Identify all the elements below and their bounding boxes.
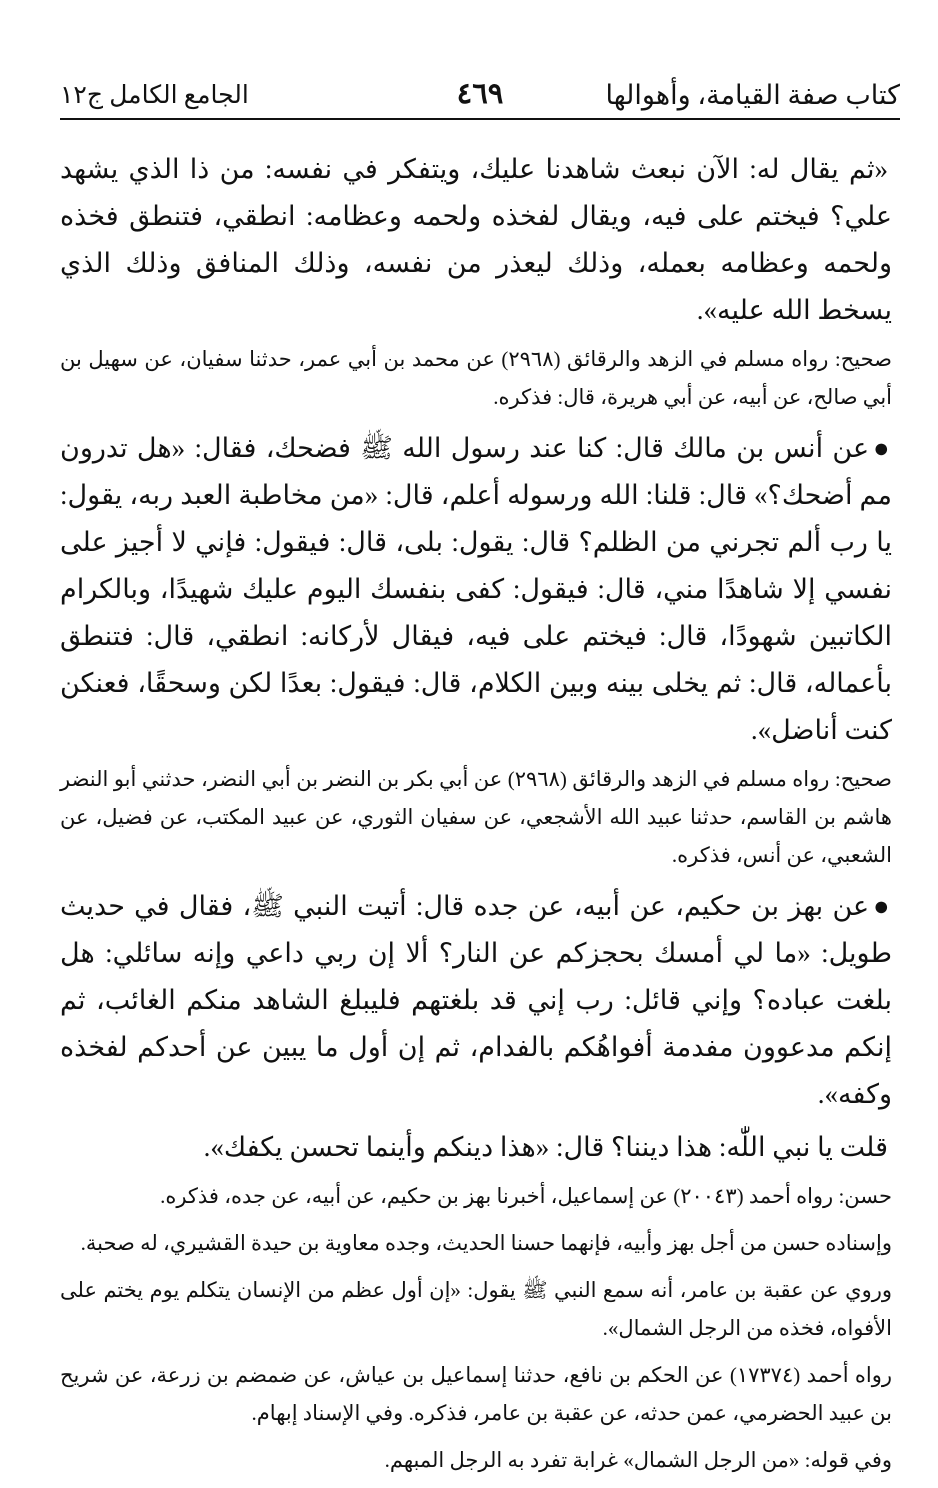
hadith-reference: رواه أحمد (١٧٣٧٤) عن الحكم بن نافع، حدثنا إسماعيل بن عياش، عن ضمضم بن زرعة، عن شريح بن عبيد الحضرمي، عمن حدثه، عن عقبة بن عامر، فذكره. وفي الإسناد إبهام. bbox=[60, 1363, 892, 1425]
page-number: ٤٦٩ bbox=[456, 78, 504, 110]
chapter-title: كتاب صفة القيامة، وأهوالها bbox=[605, 80, 900, 110]
page-body bbox=[60, 146, 892, 1488]
hadith-text: ●عن بهز بن حكيم، عن أبيه، عن جده قال: أتيت النبي ﷺ، فقال في حديث طويل: «ما لي أمسك بحجزكم عن النار؟ ألا إن ربي داعي وإنه سائلي: هل بلغت عباده؟ وإني قائل: رب إني قد بلغتهم فليبلغ الشاهد منكم الغائب، ثم إنكم مدعوون مفدمة أفواهُكم بالفدام، ثم إن أول ما يبين عن أحدكم لفخذه وكفه». bbox=[60, 891, 892, 1109]
hadith-text: «ثم يقال له: الآن نبعث شاهدنا عليك، ويتفكر في نفسه: من ذا الذي يشهد علي؟ فيختم على فيه، ويقال لفخذه ولحمه وعظامه: انطقي، فتنطق فخذه ولحمه وعظامه بعمله، وذلك ليعذر من نفسه، وذلك المنافق وذلك الذي يسخط الله عليه». bbox=[60, 154, 892, 325]
hadith-reference: صحيح: رواه مسلم في الزهد والرقائق (٢٩٦٨) عن محمد بن أبي عمر، حدثنا سفيان، عن سهيل بن أبي صالح، عن أبيه، عن أبي هريرة، قال: فذكره. bbox=[60, 347, 892, 409]
hadith-text: قلت يا نبي اللّٰه: هذا ديننا؟ قال: «هذا دينكم وأينما تحسن يكفك». bbox=[203, 1132, 888, 1162]
hadith-reference: حسن: رواه أحمد (٢٠٠٤٣) عن إسماعيل، أخبرنا بهز بن حكيم، عن أبيه، عن جده، فذكره. bbox=[160, 1184, 892, 1208]
hadith-commentary: وروي عن عقبة بن عامر، أنه سمع النبي ﷺ يقول: «إن أول عظم من الإنسان يتكلم يوم يختم على الأفواه، فخذه من الرجل الشمال». bbox=[60, 1278, 892, 1340]
hadith-commentary: وفي قوله: «من الرجل الشمال» غرابة تفرد به الرجل المبهم. bbox=[384, 1448, 892, 1472]
hadith-text: ●عن أنس بن مالك قال: كنا عند رسول الله ﷺ فضحك، فقال: «هل تدرون مم أضحك؟» قال: قلنا: الله ورسوله أعلم، قال: «من مخاطبة العبد ربه، يقول: يا رب ألم تجرني من الظلم؟ قال: يقول: بلى، قال: فيقول: فإني لا أجيز على نفسي إلا شاهدًا مني، قال: فيقول: كفى بنفسك اليوم عليك شهيدًا، وبالكرام الكاتبين شهودًا، قال: فيختم على فيه، فيقال لأركانه: انطقي، قال: فتنطق بأعماله، قال: ثم يخلى بينه وبين الكلام، قال: فيقول: بعدًا لكن وسحقًا، فعنكن كنت أناضل». bbox=[60, 433, 893, 745]
book-title: الجامع الكامل ج١٢ bbox=[60, 82, 249, 109]
bullet-marker: ● bbox=[873, 433, 892, 463]
page-header bbox=[60, 70, 900, 120]
bullet-marker: ● bbox=[873, 891, 892, 921]
hadith-commentary: وإسناده حسن من أجل بهز وأبيه، فإنهما حسنا الحديث، وجده معاوية بن حيدة القشيري، له صحبة. bbox=[80, 1231, 892, 1255]
hadith-reference: صحيح: رواه مسلم في الزهد والرقائق (٢٩٦٨) عن أبي بكر بن النضر بن أبي النضر، حدثني أبو النضر هاشم بن القاسم، حدثنا عبيد الله الأشجعي، عن سفيان الثوري، عن عبيد المكتب، عن فضيل، عن الشعبي، عن أنس، فذكره. bbox=[60, 767, 892, 867]
